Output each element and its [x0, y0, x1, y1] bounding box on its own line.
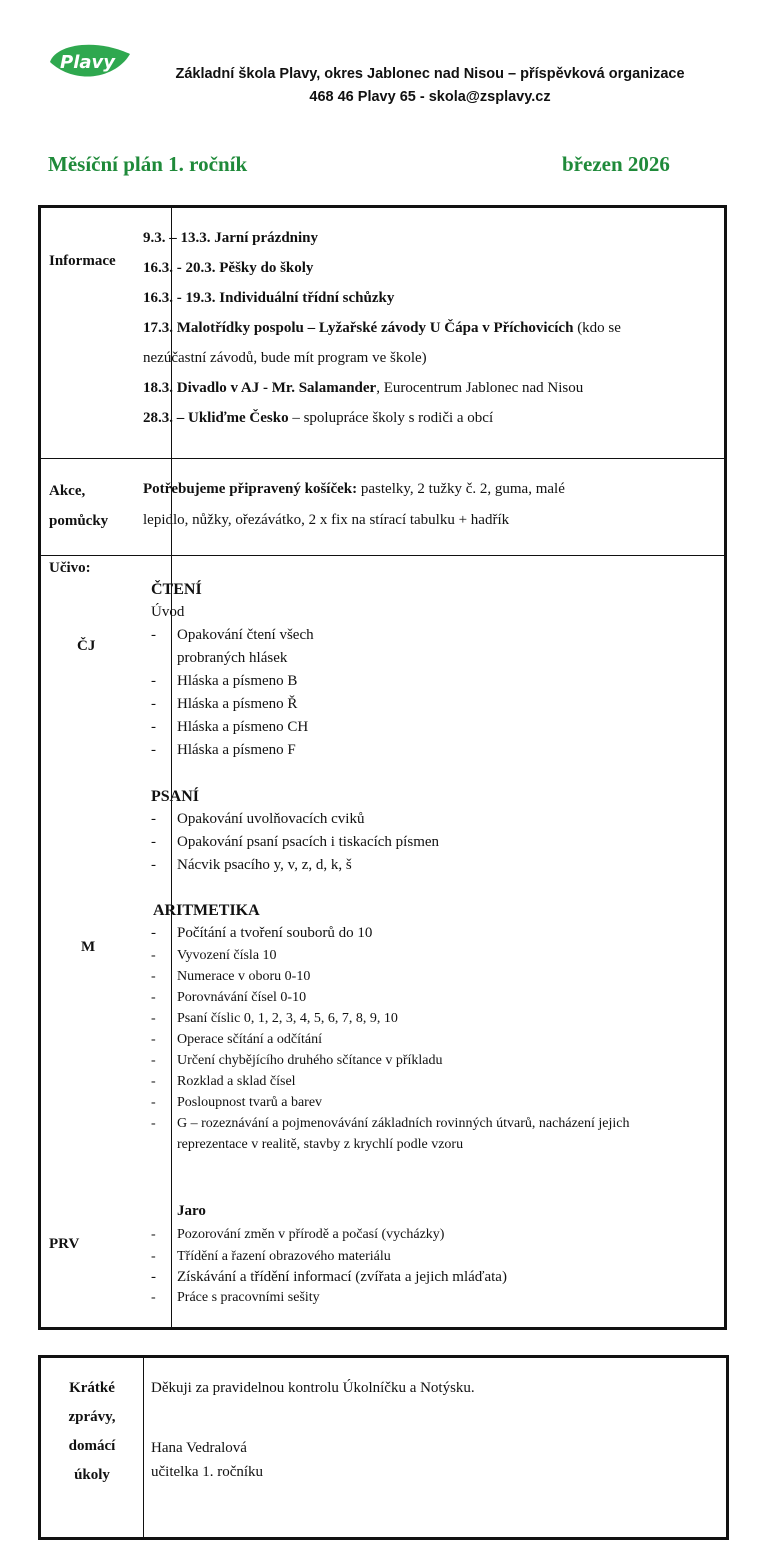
label-pomucky: pomůcky: [49, 513, 109, 529]
label-prv: PRV: [49, 1236, 80, 1252]
list-item: - Operace sčítání a odčítání: [151, 1032, 322, 1047]
notes-label-4: úkoly: [74, 1467, 110, 1483]
list-item: - Psaní číslic 0, 1, 2, 3, 4, 5, 6, 7, 8, 9, 10: [151, 1011, 398, 1026]
info-line-2: 16.3. - 20.3. Pěšky do školy: [143, 260, 314, 276]
list-item: - Numerace v oboru 0-10: [151, 969, 311, 984]
notes-label-1: Krátké: [69, 1380, 115, 1396]
info-line-1: 9.3. – 13.3. Jarní prázdniny: [143, 230, 319, 246]
list-item: - Třídění a řazení obrazového materiálu: [151, 1249, 391, 1264]
list-item: - Rozklad a sklad čísel: [151, 1074, 296, 1089]
cteni-title: ČTENÍ: [151, 581, 202, 598]
info-line-7: 28.3. – Ukliďme Česko – spolupráce školy s rodiči a obcí: [143, 410, 494, 426]
psani-title: PSANÍ: [151, 788, 200, 805]
school-name: Základní škola Plavy, okres Jablonec nad Nisou – příspěvková organizace: [175, 66, 685, 82]
label-akce: Akce,: [49, 483, 86, 499]
label-cj: ČJ: [77, 638, 96, 654]
plan-table: [38, 205, 727, 1330]
list-item: probraných hlásek: [177, 650, 288, 666]
notes-table: [38, 1355, 729, 1540]
label-informace: Informace: [49, 253, 116, 269]
row-divider-info: [41, 458, 724, 459]
notes-column-divider: [143, 1358, 144, 1537]
school-logo: [46, 38, 136, 86]
list-item: - Získávání a třídění informací (zvířata a jejich mláďata): [151, 1269, 507, 1285]
teacher-role: učitelka 1. ročníku: [151, 1464, 264, 1480]
column-divider: [171, 208, 172, 1327]
list-item: - Počítání a tvoření souborů do 10: [151, 925, 373, 941]
info-line-4: 17.3. Malotřídky pospolu – Lyžařské závody U Čápa v Příchovicích (kdo se: [143, 320, 621, 336]
teacher-name: Hana Vedralová: [151, 1440, 247, 1456]
plan-month: březen 2026: [562, 152, 670, 176]
list-item: reprezentace v realitě, stavby z krychlí podle vzoru: [177, 1137, 464, 1152]
list-item: - Hláska a písmeno F: [151, 742, 296, 758]
list-item: - Opakování psaní psacích i tiskacích písmen: [151, 834, 440, 850]
plan-title: Měsíční plán 1. ročník: [48, 152, 248, 176]
list-item: - Práce s pracovními sešity: [151, 1290, 320, 1305]
list-item: - Opakování uvolňovacích cviků: [151, 811, 365, 827]
list-item: - Nácvik psacího y, v, z, d, k, š: [151, 857, 352, 873]
jaro-title: Jaro: [177, 1203, 206, 1219]
info-line-6: 18.3. Divadlo v AJ - Mr. Salamander, Eurocentrum Jablonec nad Nisou: [143, 380, 584, 396]
school-address: 468 46 Plavy 65 - skola@zsplavy.cz: [309, 89, 551, 105]
akce-line-1: Potřebujeme připravený košíček: pastelky, 2 tužky č. 2, guma, malé: [143, 481, 565, 497]
info-line-5: nezúčastní závodů, bude mít program ve škole): [143, 350, 427, 366]
info-line-3: 16.3. - 19.3. Individuální třídní schůzky: [143, 290, 395, 306]
notes-thanks: Děkuji za pravidelnou kontrolu Úkolníčku a Notýsku.: [151, 1380, 475, 1396]
list-item: - Vyvození čísla 10: [151, 948, 277, 963]
list-item: - Hláska a písmeno Ř: [151, 696, 298, 712]
label-m: M: [81, 939, 96, 955]
logo-text: Plavy: [60, 52, 115, 73]
list-item: - Porovnávání čísel 0-10: [151, 990, 307, 1005]
list-item: - Hláska a písmeno CH: [151, 719, 309, 735]
aritmetika-title: ARITMETIKA: [153, 902, 260, 919]
list-item: - G – rozeznávání a pojmenovávání základních rovinných útvarů, nacházení jejich: [151, 1116, 630, 1131]
list-item: - Opakování čtení všech: [151, 627, 314, 643]
notes-label-3: domácí: [68, 1438, 116, 1454]
cteni-uvod: Úvod: [151, 604, 185, 620]
list-item: - Posloupnost tvarů a barev: [151, 1095, 323, 1110]
row-divider-akce: [41, 555, 724, 556]
notes-label-2: zprávy,: [68, 1409, 116, 1425]
label-ucivo: Učivo:: [49, 560, 91, 576]
list-item: - Určení chybějícího druhého sčítance v příkladu: [151, 1053, 443, 1068]
akce-line-2: lepidlo, nůžky, ořezávátko, 2 x fix na stírací tabulku + hadřík: [143, 512, 510, 528]
list-item: - Pozorování změn v přírodě a počasí (vycházky): [151, 1227, 445, 1242]
list-item: - Hláska a písmeno B: [151, 673, 298, 689]
